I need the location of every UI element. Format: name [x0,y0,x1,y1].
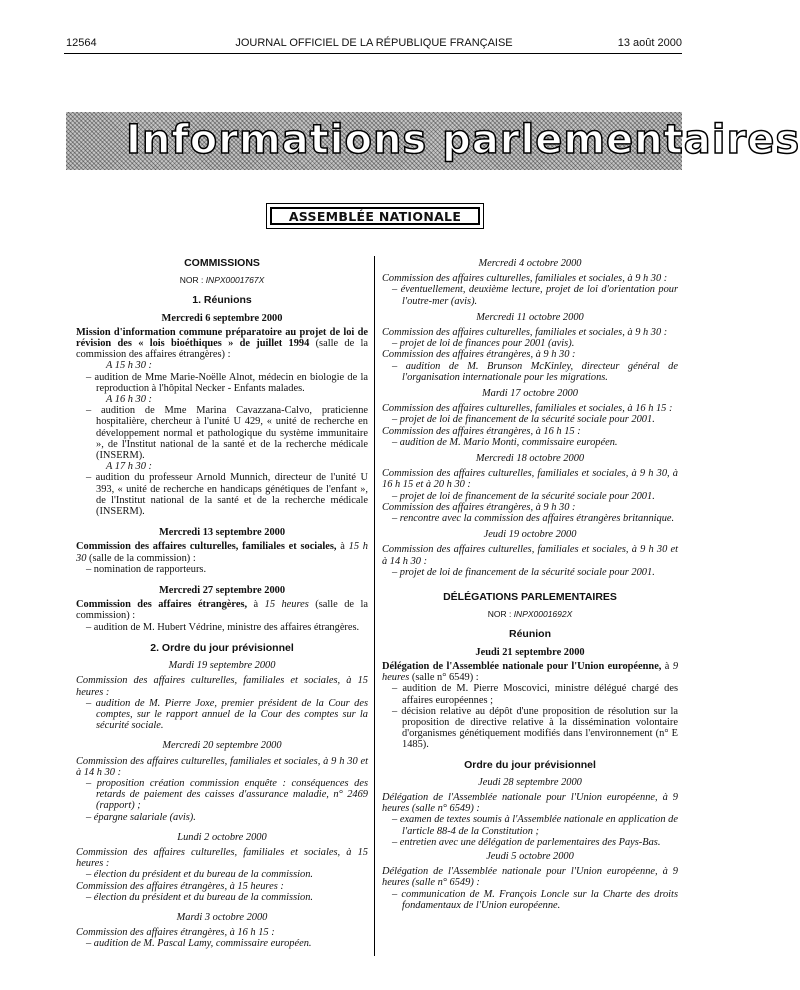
right-column [382,256,678,911]
section-banner [66,112,800,170]
assembly-title: ASSEMBLÉE NATIONALE [270,207,480,225]
nor-reference: NOR : INPX0001767X [179,275,265,286]
date-heading: Mardi 3 octobre 2000 [176,911,268,923]
date-heading: Mercredi 20 septembre 2000 [162,740,282,752]
date-heading: Mercredi 18 octobre 2000 [475,453,585,465]
assembly-title-box [266,203,484,229]
paragraph: Commission des affaires culturelles, familiales et sociales, à 9 h 30 et à 14 h 30 : [382,544,678,567]
issue-date: 13 août 2000 [617,37,682,49]
date-heading: Mercredi 27 septembre 2000 [158,585,286,597]
date-heading: Mardi 17 octobre 2000 [482,388,578,400]
list-item: – examen de textes soumis à l'Assemblée nationale en application de l'article 88-4 de la Constitution ; [392,814,678,837]
time-line: A 15 h 30 : [106,360,152,372]
list-item: – élection du président et du bureau de la commission. [86,891,314,903]
list-item: – audition de M. Mario Monti, commissaire européen. [392,436,618,448]
commissions-heading: COMMISSIONS [184,257,260,269]
paragraph: Commission des affaires étrangères, à 15 heures (salle de la commission) : [76,599,369,622]
reunion-heading: Réunion [509,628,551,641]
list-item: – projet de loi de financement de la sécurité sociale pour 2001. [392,490,655,502]
paragraph: Commission des affaires culturelles, familiales et sociales, à 15 heures : [76,846,368,870]
time-line: A 16 h 30 : [106,394,152,406]
list-item: – entretien avec une délégation de parlementaires des Pays-Bas. [392,836,661,848]
list-item: – nomination de rapporteurs. [86,563,207,575]
paragraph: Commission des affaires étrangères, à 16 h 15 : [76,927,275,939]
date-heading: Mercredi 11 octobre 2000 [476,311,584,323]
list-item: – audition de M. Brunson McKinley, directeur général de l'organisation internationale pour les migrations. [392,360,678,383]
paragraph: Commission des affaires culturelles, familiales et sociales, à 9 h 30, à 16 h 15 et à 20 h 30 : [382,468,678,491]
date-heading: Mercredi 4 octobre 2000 [478,258,582,269]
paragraph: Délégation de l'Assemblée nationale pour l'Union européenne, à 9 heures (salle n° 6549) : [382,660,679,684]
date-heading: Mercredi 6 septembre 2000 [161,312,283,324]
date-heading: Lundi 2 octobre 2000 [177,831,267,843]
nor-reference: NOR : INPX0001692X [487,609,573,620]
date-heading: Mardi 19 septembre 2000 [168,660,276,672]
list-item: – audition de M. Pierre Joxe, premier président de la Cour des comptes, sur le rapport annuel de la Cour des comptes sur la sécurité sociale. [86,697,368,732]
paragraph: Commission des affaires culturelles, familiales et sociales, à 9 h 30 : [382,327,668,339]
page-number: 12564 [66,37,97,49]
paragraph: Commission des affaires culturelles, familiales et sociales, à 16 h 15 : [382,403,673,415]
list-item: – audition de M. Hubert Védrine, ministre des affaires étrangères. [86,621,360,633]
paragraph: Mission d'information commune préparatoire au projet de loi de révision des « lois bioéthiques » de juillet 1994 (salle de la commission des affaires étrangères) : [76,326,368,361]
banner-title: Informations parlementaires [126,117,800,163]
page-header [66,37,682,53]
list-item: – épargne salariale (avis). [86,811,196,823]
paragraph: Commission des affaires culturelles, familiales et sociales, à 15 h 30 (salle de la commission) : [76,541,368,564]
date-heading: Jeudi 21 septembre 2000 [475,646,585,658]
paragraph: Commission des affaires étrangères, à 16 h 15 : [382,425,581,437]
list-item: – décision relative au dépôt d'une proposition de résolution sur la proposition de directive relative à la dissémination volontaire d'organismes génétiquement modifiés dans l'environnement (n° E 1485). [392,705,678,751]
ordre-heading: Ordre du jour prévisionnel [464,758,596,771]
list-item: – projet de loi de finances pour 2001 (avis). [392,338,575,350]
delegations-heading: DÉLÉGATIONS PARLEMENTAIRES [443,591,617,604]
list-item: – audition du professeur Arnold Munnich, directeur de l'unité U 393, « unité de recherche en handicaps génétiques de l'enfant », de l'Institut national de la santé et de la recherche médicale (INSERM). [86,472,368,518]
list-item: – projet de loi de financement de la sécurité sociale pour 2001. [392,414,655,426]
list-item: – audition de Mme Marina Cavazzana-Calvo, praticienne hospitalière, chercheur à l'unité U 429, « unité de recherche en développement normal et pathologique du système immunitaire », de l'Institut national de la santé et de la recherche médicale (INSERM). [86,405,368,462]
list-item: – projet de loi de financement de la sécurité sociale pour 2001. [392,566,655,578]
header-rule [64,53,682,54]
paragraph: Délégation de l'Assemblée nationale pour l'Union européenne, à 9 heures (salle n° 6549) : [382,791,678,815]
date-heading: Mercredi 13 septembre 2000 [158,527,286,539]
date-heading: Jeudi 19 octobre 2000 [483,529,577,541]
paragraph: Commission des affaires culturelles, familiales et sociales, à 9 h 30 : [382,273,668,285]
list-item: – audition de Mme Marie-Noëlle Alnot, médecin en biologie de la reproduction à l'hôpital Necker - Enfants malades. [86,371,368,394]
journal-title: JOURNAL OFFICIEL DE LA RÉPUBLIQUE FRANÇAISE [235,37,513,49]
reunions-heading: 1. Réunions [192,294,252,307]
paragraph: Commission des affaires culturelles, familiales et sociales, à 9 h 30 et à 14 h 30 : [76,755,368,778]
paragraph: Commission des affaires étrangères, à 15 heures : [76,880,284,892]
paragraph: Commission des affaires étrangères, à 9 h 30 : [382,349,576,361]
column-divider [374,256,375,956]
list-item: – proposition création commission enquête : conséquences des retards de paiement des caisses d'assurance maladie, n° 2469 (rapport) ; [86,777,368,812]
date-heading: Jeudi 28 septembre 2000 [478,776,582,788]
list-item: – élection du président et du bureau de la commission. [86,869,314,881]
paragraph: Délégation de l'Assemblée nationale pour l'Union européenne, à 9 heures (salle n° 6549) : [382,866,678,889]
time-line: A 17 h 30 : [106,461,152,473]
list-item: – audition de M. Pierre Moscovici, ministre délégué chargé des affaires européennes ; [392,683,678,706]
list-item: – audition de M. Pascal Lamy, commissaire européen. [86,938,312,950]
list-item: – rencontre avec la commission des affaires étrangères britannique. [392,513,675,525]
ordre-heading: 2. Ordre du jour prévisionnel [150,641,294,654]
paragraph: Commission des affaires culturelles, familiales et sociales, à 15 heures : [76,675,368,698]
list-item: – communication de M. François Loncle sur la Charte des droits fondamentaux de l'Union européenne. [392,888,678,911]
list-item: – éventuellement, deuxième lecture, projet de loi d'orientation pour l'outre-mer (avis). [392,284,678,307]
paragraph: Commission des affaires étrangères, à 9 h 30 : [382,501,576,513]
left-column [76,256,368,950]
date-heading: Jeudi 5 octobre 2000 [486,850,574,862]
